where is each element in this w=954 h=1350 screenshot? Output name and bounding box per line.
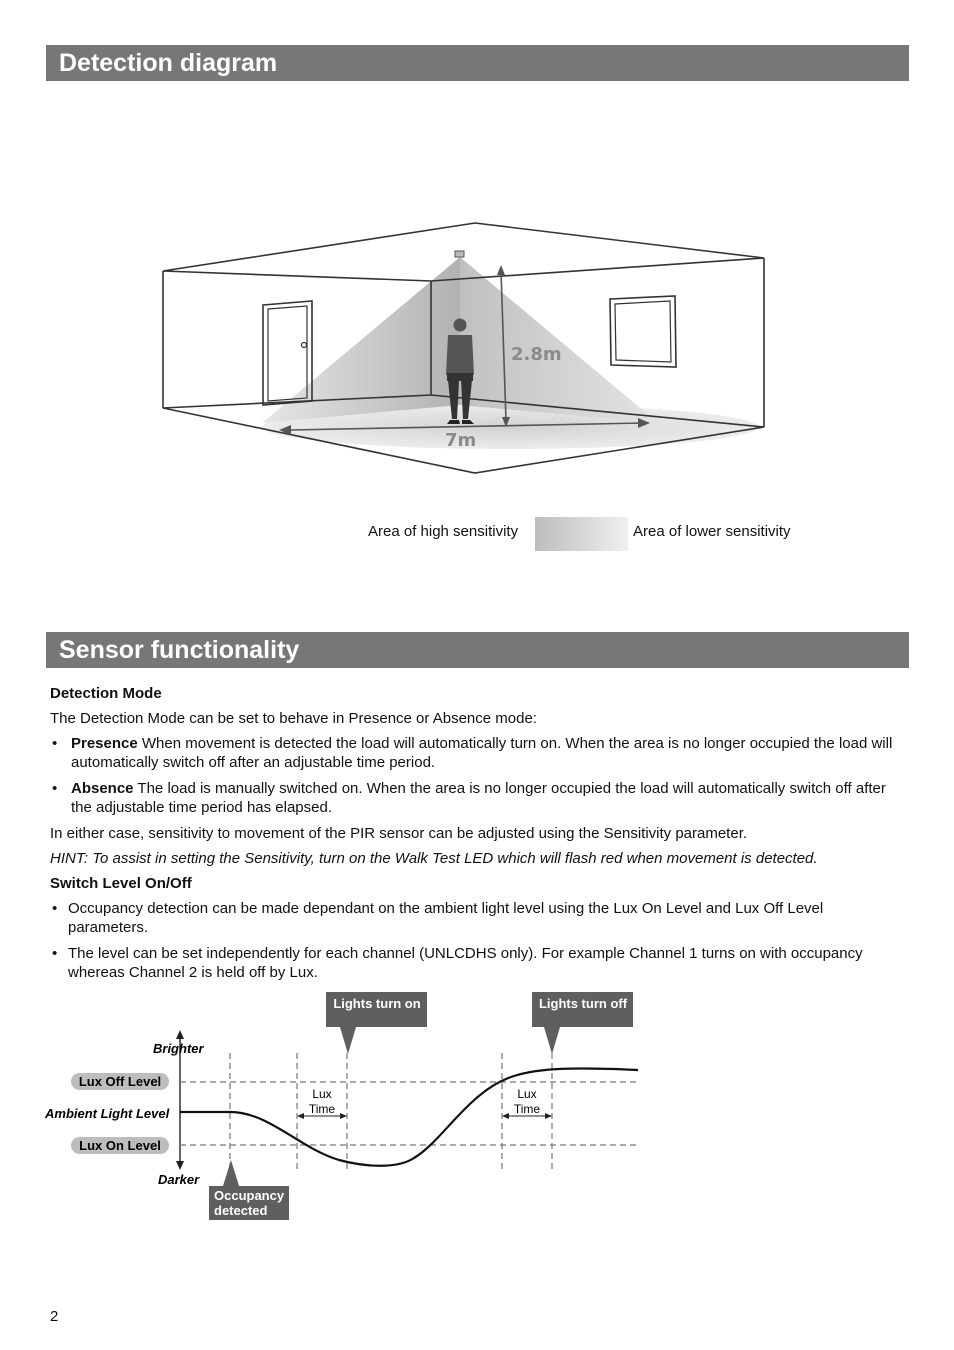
lux-off-level-label: Lux Off Level [78, 1074, 162, 1089]
sensor-functionality-body [50, 684, 900, 989]
page-number: 2 [50, 1308, 59, 1325]
lights-turn-on-label: Lights turn on [333, 996, 421, 1011]
list-item: • Occupancy detection can be made dependant on the ambient light level using the Lux On Level and Lux Off Level parameters. [50, 899, 900, 937]
width-label: 7m [445, 430, 477, 451]
ambient-light-curve [180, 1068, 638, 1165]
sensitivity-gradient-swatch [535, 517, 628, 551]
list-item [50, 779, 900, 817]
detection-cone-right [460, 257, 658, 423]
lux-time-time-2: Time [513, 1102, 541, 1116]
detection-mode-intro: The Detection Mode can be set to behave in Presence or Absence mode: [50, 710, 537, 727]
window [610, 296, 676, 367]
sensitivity-paragraph: In either case, sensitivity to movement of the PIR sensor can be adjusted using the Sensitivity parameter. [50, 825, 748, 842]
list-item: • The level can be set independently for each channel (UNLCDHS only). For example Channel 1 turns on with occupancy whereas Channel 2 is held off by Lux. [50, 944, 900, 982]
lux-on-level-label: Lux On Level [79, 1138, 161, 1153]
height-label: 2.8m [511, 344, 562, 365]
list-item [50, 734, 900, 772]
sensor-icon [455, 251, 464, 257]
ambient-light-label: Ambient Light Level [45, 1106, 170, 1121]
presence-term: Presence [71, 735, 138, 752]
room-detection-diagram [150, 215, 780, 485]
detection-diagram-heading: Detection diagram [46, 45, 909, 81]
switch-level-heading: Switch Level On/Off [50, 875, 192, 892]
hint-paragraph: HINT: To assist in setting the Sensitivity, turn on the Walk Test LED which will flash red when movement is detected. [50, 850, 818, 867]
sensor-functionality-heading: Sensor functionality [46, 632, 909, 668]
absence-term: Absence [71, 780, 134, 797]
lux-time-lux-1: Lux [312, 1087, 332, 1101]
occupancy-detected-line1: Occupancy [214, 1188, 285, 1203]
lux-level-diagram [44, 990, 644, 1225]
absence-text: The load is manually switched on. When the area is no longer occupied the load will automatically switch off after the adjustable time period has elapsed. [71, 780, 886, 816]
lux-time-lux-2: Lux [517, 1087, 537, 1101]
sensitivity-legend [0, 516, 954, 552]
legend-high-label: Area of high sensitivity [368, 523, 519, 540]
legend-low-label: Area of lower sensitivity [633, 523, 791, 540]
lux-time-time-1: Time [308, 1102, 336, 1116]
occupancy-detected-line2: detected [214, 1203, 268, 1218]
detection-mode-list [50, 734, 900, 817]
darker-label: Darker [158, 1172, 200, 1187]
switch-level-list [50, 899, 900, 982]
brighter-label: Brighter [153, 1041, 204, 1056]
lights-turn-off-label: Lights turn off [538, 996, 628, 1011]
detection-mode-heading: Detection Mode [50, 685, 162, 702]
presence-text: When movement is detected the load will automatically turn on. When the area is no longer occupied the load will automatically switch off after an adjustable time period. [71, 735, 893, 771]
